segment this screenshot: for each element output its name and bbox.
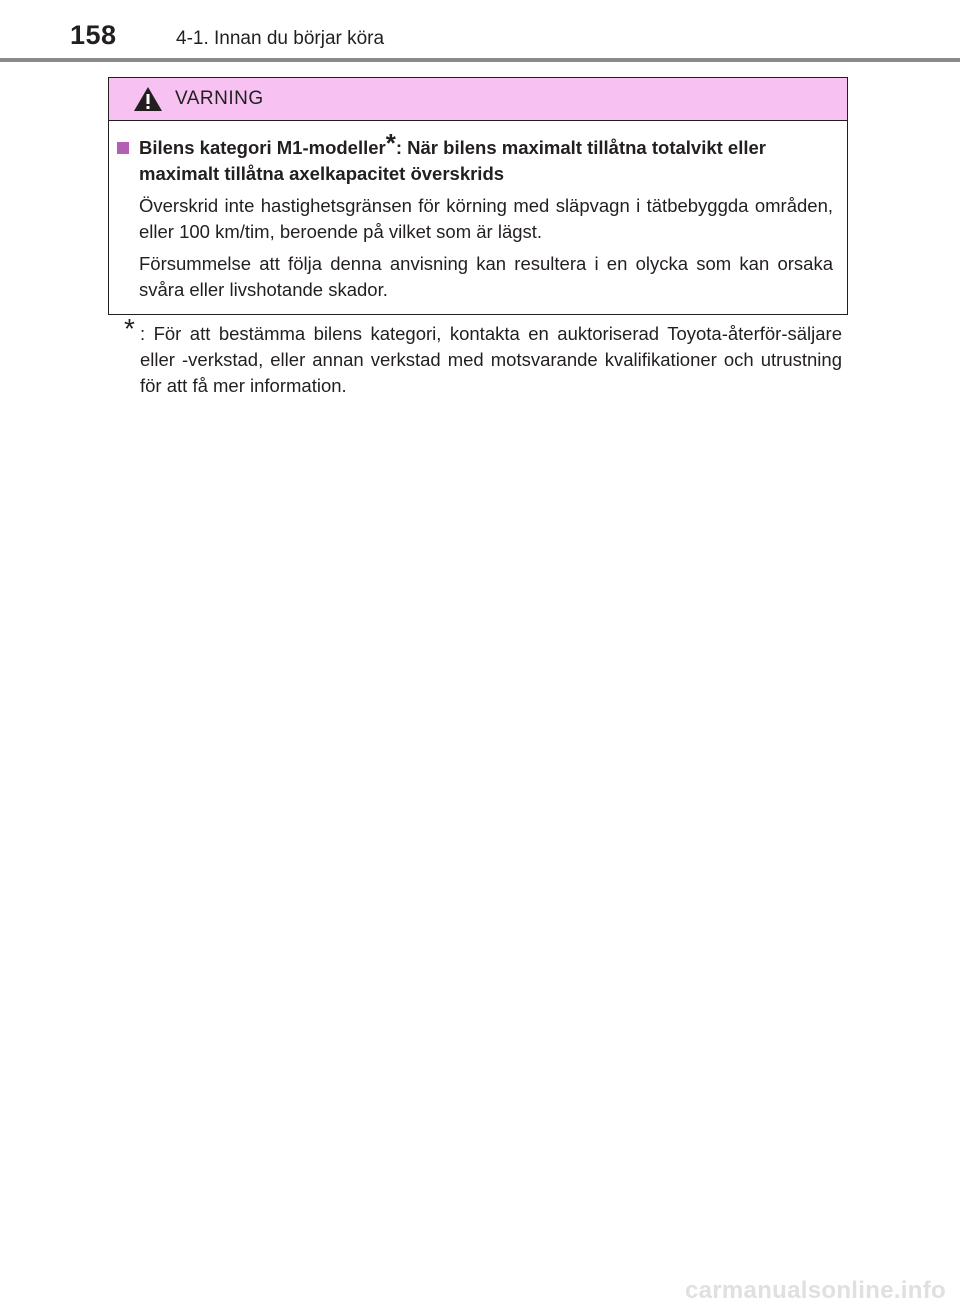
warning-heading bbox=[117, 128, 833, 187]
warning-label: VARNING bbox=[175, 88, 264, 109]
warning-heading-part1: Bilens kategori M1-modeller bbox=[139, 137, 386, 158]
square-bullet-icon bbox=[117, 142, 129, 154]
section-title: 4-1. Innan du börjar köra bbox=[176, 28, 385, 49]
warning-header bbox=[109, 78, 847, 121]
watermark: carmanualsonline.info bbox=[684, 1277, 946, 1304]
warning-triangle-icon bbox=[133, 86, 163, 112]
warning-body bbox=[109, 121, 847, 303]
warning-heading-part2: : När bilens maximalt tillåtna totalvikt eller maximalt tillåtna axelkapacitet överskrids bbox=[139, 137, 766, 184]
warning-paragraph-2: Försummelse att följa denna anvisning kan resultera i en olycka som kan orsaka svåra eller livshotande skador. bbox=[139, 253, 833, 300]
asterisk-mark: * bbox=[385, 128, 396, 158]
page-number: 158 bbox=[70, 20, 117, 50]
footnote-mark bbox=[124, 313, 150, 347]
footnote bbox=[124, 313, 842, 399]
warning-box bbox=[108, 77, 848, 315]
footnote-text: : För att bestämma bilens kategori, kontakta en auktoriserad Toyota-återför-säljare eller -verkstad, eller annan verkstad med motsvarande kvalifikationer och utrustning för att få mer information. bbox=[140, 323, 842, 396]
warning-paragraph-1: Överskrid inte hastighetsgränsen för körning med släpvagn i tätbebyggda områden, eller 100 km/tim, beroende på vilket som är lägst. bbox=[139, 195, 833, 242]
footnote-asterisk: * bbox=[124, 313, 135, 344]
header-rule bbox=[0, 58, 960, 62]
